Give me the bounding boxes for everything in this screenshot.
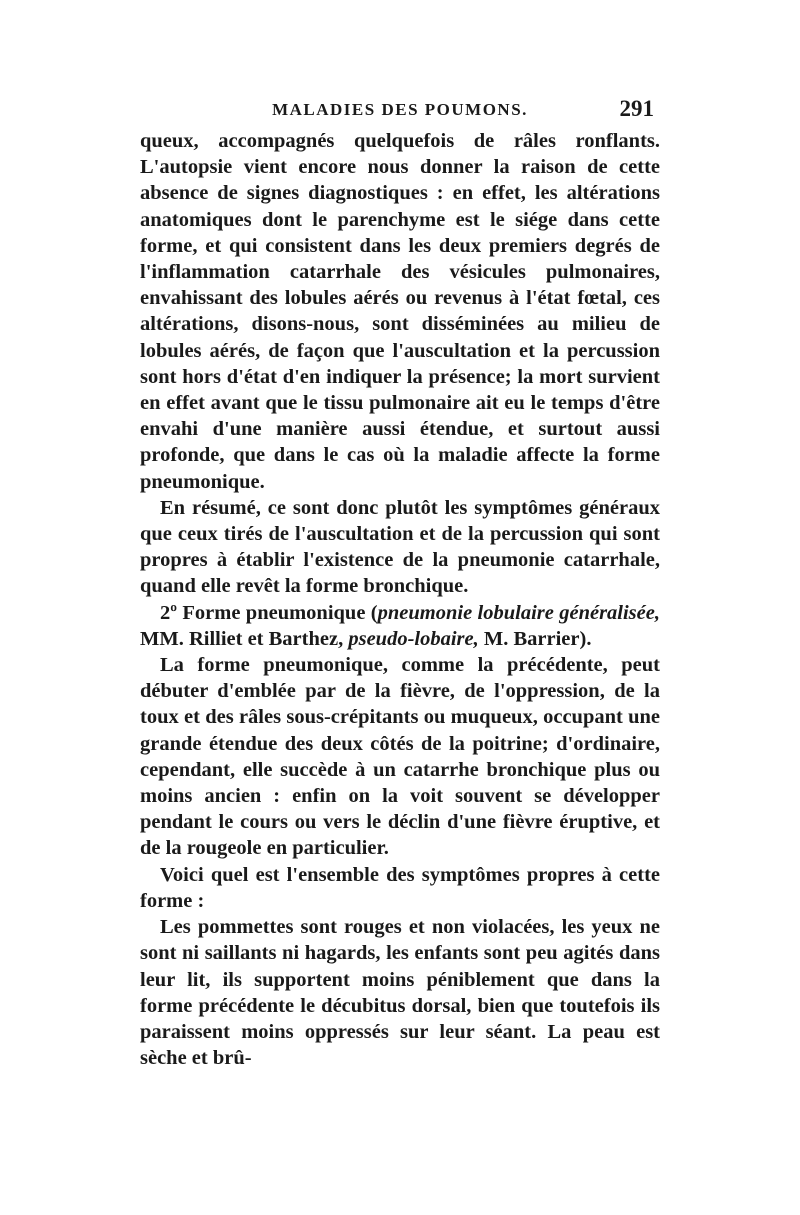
page-number: 291 <box>619 96 654 121</box>
running-title: MALADIES DES POUMONS. <box>272 100 528 119</box>
heading-italic-1: pneumonie lobulaire généralisée, <box>377 601 660 624</box>
paragraph-5: Voici quel est l'ensemble des symptômes propres à cette forme : <box>140 863 660 912</box>
heading-tail: M. Barrier). <box>478 627 592 650</box>
paragraph-4: La forme pneumonique, comme la précédente, peut débuter d'emblée par de la fièvre, de l'oppression, de la toux et des râles sous-crépitants ou muqueux, occupant une grande étendue des deux côtés de la poitrine; d'ordinaire, cependant, elle succède à un catarrhe bronchique plus ou moins ancien : enfin on la voit souvent se développer pendant le cours ou vers le déclin d'une fièvre éruptive, et de la rougeole en particulier. <box>140 654 660 860</box>
paragraph-3-heading <box>140 600 660 652</box>
heading-middle: MM. Rilliet et Barthez, <box>140 627 349 650</box>
heading-italic-2: pseudo-lobaire, <box>348 627 479 650</box>
body-text <box>140 128 660 1071</box>
paragraph-2: En résumé, ce sont donc plutôt les symptômes généraux que ceux tirés de l'auscultation et de la percussion qui sont propres à établir l'existence de la pneumonie catarrhale, quand elle revêt la forme bronchique. <box>140 496 660 598</box>
paragraph-6: Les pommettes sont rouges et non violacées, les yeux ne sont ni saillants ni hagards, les enfants sont peu agités dans leur lit, ils supportent moins péniblement que dans la forme précédente le décubitus dorsal, bien que toutefois ils paraissent moins oppressés sur leur séant. La peau est sèche et brû- <box>140 916 660 1070</box>
heading-lead: 2º Forme pneumonique ( <box>160 601 378 624</box>
paragraph-1: queux, accompagnés quelquefois de râles ronflants. L'autopsie vient encore nous donner la raison de cette absence de signes diagnostiques : en effet, les altérations anatomiques dont le parenchyme est le siége dans cette forme, et qui consistent dans les deux premiers degrés de l'inflammation catarrhale des vésicules pulmonaires, envahissant des lobules aérés ou revenus à l'état fœtal, ces altérations, disons-nous, sont disséminées au milieu de lobules aérés, de façon que l'auscultation et la percussion sont hors d'état d'en indiquer la présence; la mort survient en effet avant que le tissu pulmonaire ait eu le temps d'être envahi d'une manière aussi étendue, et surtout aussi profonde, que dans le cas où la maladie affecte la forme pneumonique. <box>140 130 660 493</box>
page-header <box>140 96 660 126</box>
